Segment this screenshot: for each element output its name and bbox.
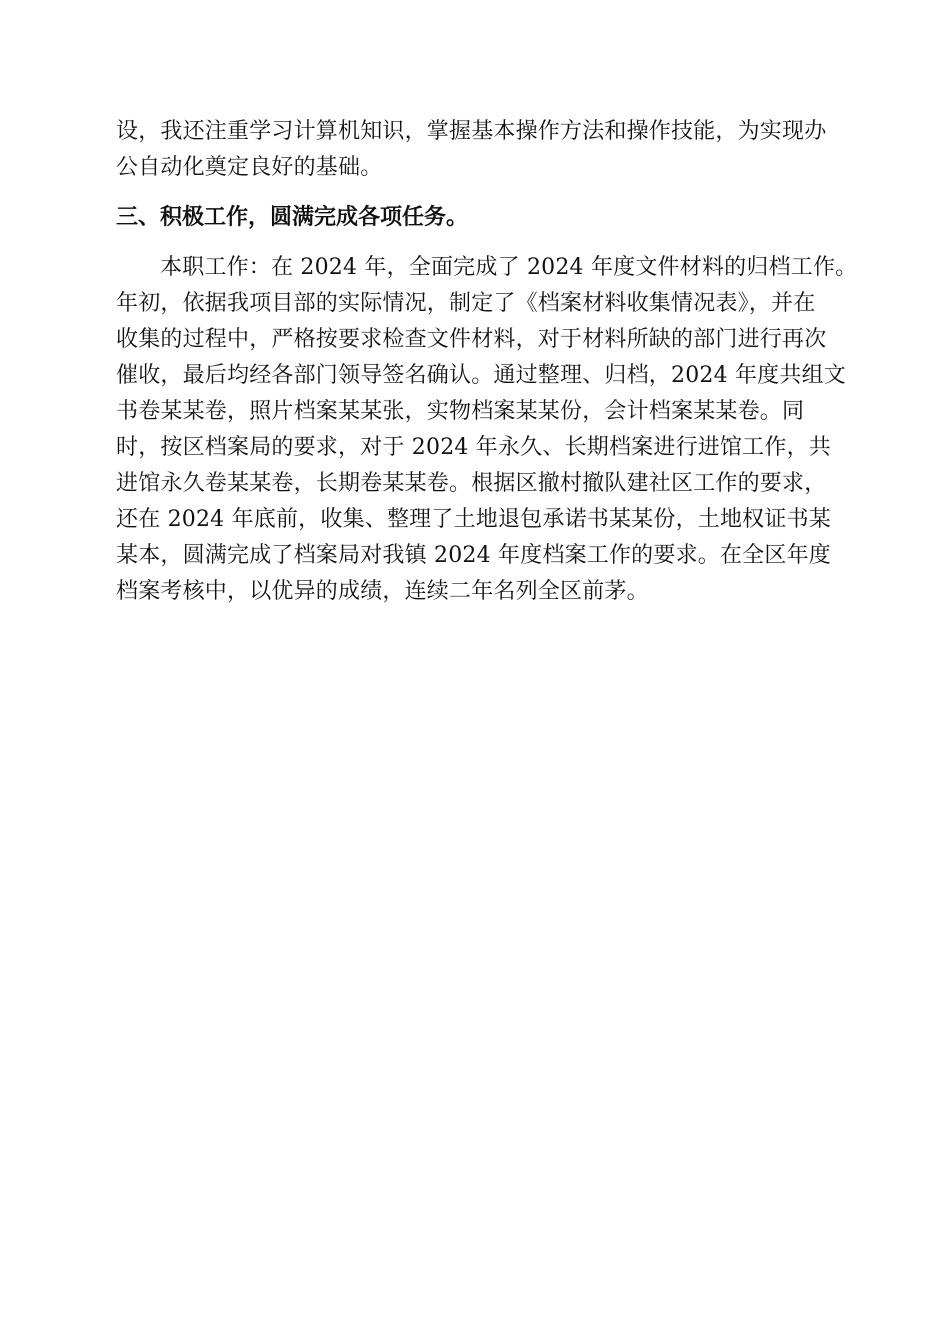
- text-line: 公自动化奠定良好的基础。: [116, 155, 383, 180]
- text-line: 某本，圆满完成了档案局对我镇 2024 年度档案工作的要求。在全区年度: [116, 543, 831, 568]
- section-heading: 三、积极工作，圆满完成各项任务。: [116, 205, 469, 230]
- text-line: 档案考核中，以优异的成绩，连续二年名列全区前茅。: [116, 579, 649, 604]
- text-line: 进馆永久卷某某卷，长期卷某某卷。根据区撤村撤队建社区工作的要求，: [116, 471, 827, 496]
- text-line: 本职工作：在 2024 年，全面完成了 2024 年度文件材料的归档工作。: [160, 255, 858, 280]
- text-line: 收集的过程中，严格按要求检查文件材料，对于材料所缺的部门进行再次: [116, 327, 827, 352]
- text-line: 还在 2024 年底前，收集、整理了土地退包承诺书某某份，土地权证书某: [116, 507, 831, 532]
- text-line: 年初，依据我项目部的实际情况，制定了《档案材料收集情况表》，并在: [116, 291, 816, 316]
- body-paragraph: [116, 250, 858, 610]
- text-line: 书卷某某卷，照片档案某某张，实物档案某某份，会计档案某某卷。同: [116, 399, 805, 424]
- document-body: [116, 114, 858, 610]
- text-line: 时，按区档案局的要求，对于 2024 年永久、长期档案进行进馆工作，共: [116, 435, 831, 460]
- text-line: 催收，最后均经各部门领导签名确认。通过整理、归档，2024 年度共组文: [116, 363, 846, 388]
- continued-paragraph: [116, 114, 836, 186]
- text-line: 设，我还注重学习计算机知识，掌握基本操作方法和操作技能，为实现办: [116, 119, 827, 144]
